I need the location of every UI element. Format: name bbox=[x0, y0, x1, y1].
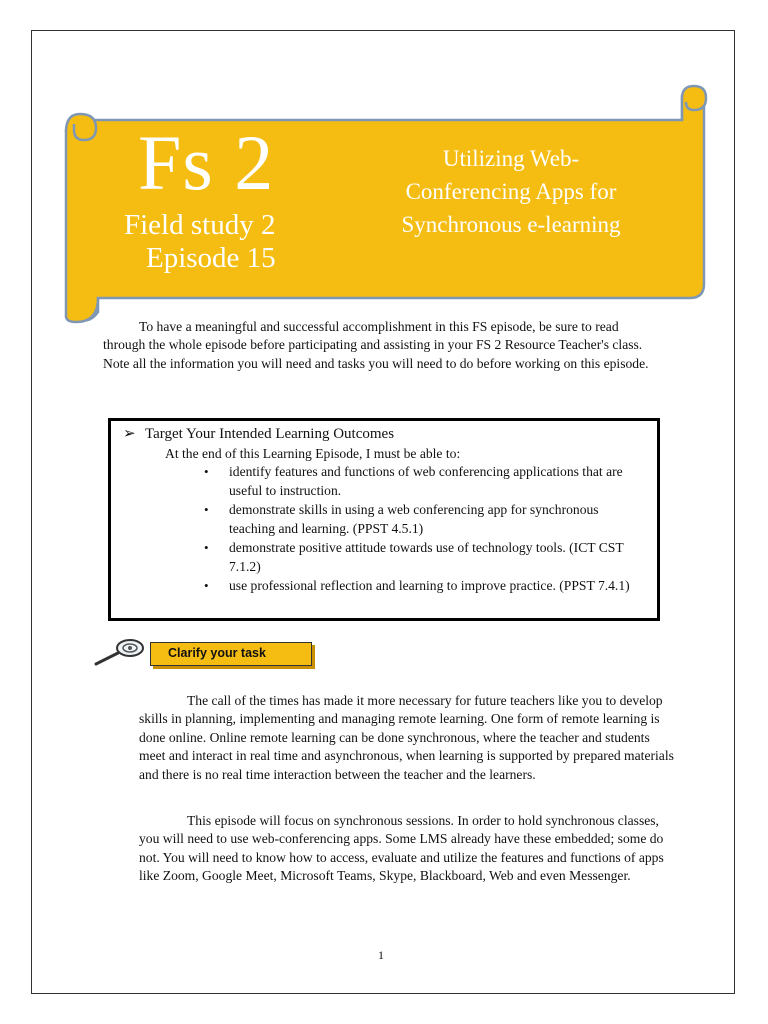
outcome-item bbox=[204, 501, 639, 538]
banner-course: Field study 2 bbox=[124, 209, 276, 241]
outcome-text: identify features and functions of web conferencing applications that are useful to instruction. bbox=[229, 464, 623, 498]
banner-title bbox=[366, 142, 656, 241]
clarify-label: Clarify your task bbox=[150, 642, 312, 666]
banner-big-title: Fs 2 bbox=[138, 119, 275, 206]
bullet-icon: • bbox=[204, 578, 209, 593]
page-number: 1 bbox=[378, 948, 384, 962]
banner-episode: Episode 15 bbox=[146, 242, 276, 274]
banner-title-line: Synchronous e-learning bbox=[401, 212, 621, 237]
banner-title-line: Conferencing Apps for bbox=[405, 179, 617, 204]
learning-outcomes-box bbox=[108, 418, 660, 621]
outcomes-heading bbox=[123, 425, 395, 443]
outcome-item bbox=[204, 577, 639, 596]
outcome-item bbox=[204, 539, 639, 576]
outcome-text: demonstrate positive attitude towards use of technology tools. (ICT CST 7.1.2) bbox=[229, 540, 624, 574]
magnifying-glass-icon bbox=[90, 636, 154, 670]
body-paragraph: The call of the times has made it more necessary for future teachers like you to develop skills in planning, implementing and managing remote learning. One form of remote learning is done online. Online remote learning can be done synchronous, where the teacher and students meet and interact in real time and asynchronous, when learning is supported by prepared materials and there is no real time interaction between the teacher and the learners. bbox=[139, 693, 674, 782]
outcomes-heading-text: Target Your Intended Learning Outcomes bbox=[145, 426, 395, 442]
outcome-text: demonstrate skills in using a web conferencing app for synchronous teaching and learning. (PPST 4.5.1) bbox=[229, 502, 599, 536]
bullet-icon: • bbox=[204, 464, 209, 479]
arrow-bullet-icon: ➢ bbox=[123, 426, 136, 442]
clarify-section-header bbox=[90, 636, 320, 670]
outcomes-list bbox=[204, 463, 639, 597]
outcome-item bbox=[204, 463, 639, 500]
banner-title-line: Utilizing Web- bbox=[442, 146, 580, 171]
intro-paragraph: To have a meaningful and successful accomplishment in this FS episode, be sure to read through the whole episode before participating and assisting in your FS 2 Resource Teacher's class. Note all the information you will need and tasks you will need to do before working on this episode. bbox=[103, 319, 649, 371]
outcomes-intro: At the end of this Learning Episode, I must be able to: bbox=[165, 446, 461, 461]
body-paragraph: This episode will focus on synchronous sessions. In order to hold synchronous classes, you will need to use web-conferencing apps. Some LMS already have these embedded; some do not. You will need to know how to access, evaluate and utilize the features and functions of apps like Zoom, Google Meet, Microsoft Teams, Skype, Blackboard, Web and even Messenger. bbox=[139, 813, 664, 884]
bullet-icon: • bbox=[204, 502, 209, 517]
outcome-text: use professional reflection and learning to improve practice. (PPST 7.4.1) bbox=[229, 578, 630, 593]
bullet-icon: • bbox=[204, 540, 209, 555]
